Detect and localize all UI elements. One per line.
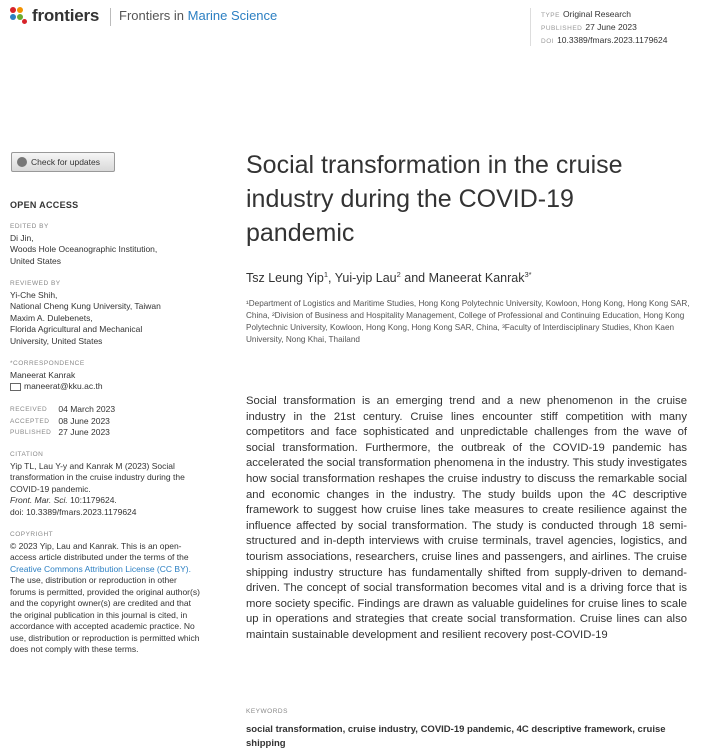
cc-by-license-link[interactable]: Creative Commons Attribution License (CC BY).	[10, 563, 191, 574]
affiliations: ¹Department of Logistics and Maritime Studies, Hong Kong Polytechnic University, Kowloon, Hong Kong, Hong Kong SAR, China, ²Division of Business and Hospitality Management, College of Professional and Continuing Education, Hong Kong Polytechnic University, Kowloon, Hong Kong, Hong Kong SAR, China, ³Faculty of Interdisciplinary Studies, Khon Kaen University, Nong Khai, Thailand	[246, 299, 690, 344]
frontiers-logo[interactable]	[10, 6, 99, 26]
dates: RECEIVED 04 March 2023 ACCEPTED 08 June 2023 PUBLISHED 27 June 2023	[10, 404, 116, 437]
author-name[interactable]: Maneerat Kanrak	[428, 271, 525, 286]
article-title: Social transformation in the cruise industry during the COVID-19 pandemic	[246, 151, 623, 247]
published-date: PUBLISHED 27 June 2023	[541, 22, 637, 32]
edited-by: EDITED BY Di Jin, Woods Hole Oceanographic Institution, United States	[10, 223, 158, 266]
header-divider	[110, 8, 111, 26]
article-type: TYPE Original Research	[541, 9, 632, 19]
abstract: Social transformation is an emerging trend and a new phenomenon in the cruise industry in the 21st century. Cruise lines encounter stiff competition with many competitors and face sophisticated and unpredictable challenges from the wave of social transformation. Furthermore, the outbreak of the COVID-19 pandemic has accelerated the social transformation phenomena in the industry. This study investigates how social transformation reshapes the cruise industry to discuss the remarkable social and economic changes in the industry. The study builds upon the 4C descriptive framework to suggest how cruise lines take measures to create resilience against the influence affected by social transformation. The study is conducted through 18 semi-structured and in-depth interviews with cruise terminals, travel agencies, logistics, and tourism associations, researchers, cruise lines and passengers, and airlines. The cruise shipping industry structure has fundamentally shifted from supply-driven to demand-driven. The concept of social transformation becomes vital and is a driving force that is more society specific. Findings are drawn as valuable guidelines for cruise lines to scale up in operations and strategies that create social transformation. Cruise lines can also maintain sustainable development and resilient recovery post-COVID-19	[246, 395, 687, 641]
logo-text: frontiers	[32, 6, 100, 25]
frontiers-logo-icon	[10, 7, 28, 25]
keywords-heading: KEYWORDS	[246, 708, 288, 715]
meta-divider	[530, 8, 531, 46]
correspondence: *CORRESPONDENCE Maneerat Kanrak maneerat@kku.ac.th	[10, 358, 202, 393]
email-link[interactable]: maneerat@kku.ac.th	[10, 381, 202, 393]
author-name[interactable]: Yui-yip Lau	[334, 271, 397, 286]
copyright: COPYRIGHT © 2023 Yip, Lau and Kanrak. This is an open-access article distributed under the terms of the Creative Commons Attribution License (CC BY). The use, distribution or reproduction in other forums is permitted, provided the original author(s) and the copyright owner(s) are credited and that the original publication in this journal is cited, in accordance with accepted academic practice. No use, distribution or reproduction is permitted which does not comply with these terms.	[10, 531, 200, 654]
keywords: social transformation, cruise industry, COVID-19 pandemic, 4C descriptive framework, cruise shipping	[246, 724, 666, 749]
journal-name[interactable]: Frontiers in Marine Science	[119, 8, 278, 23]
author-list: Tsz Leung Yip$^1$, Yui-yip Lau$^2$ and Maneerat Kanrak$^{3*}$	[246, 270, 532, 286]
author-name[interactable]: Tsz Leung Yip	[246, 271, 324, 286]
mail-icon	[10, 383, 21, 391]
check-updates-icon	[17, 157, 27, 167]
open-access-label: OPEN ACCESS	[10, 200, 79, 210]
reviewed-by: REVIEWED BY Yi-Che Shih, National Cheng Kung University, Taiwan Maxim A. Dulebenets, Florida Agricultural and Mechanical University, United States	[10, 280, 161, 346]
citation: CITATION Yip TL, Lau Y-y and Kanrak M (2023) Social transformation in the cruise industry during the COVID-19 pandemic. Front. Mar. Sci. 10:1179624. doi: 10.3389/fmars.2023.1179624	[10, 451, 185, 517]
doi[interactable]: DOI 10.3389/fmars.2023.1179624	[541, 35, 668, 45]
check-for-updates-button[interactable]: Check for updates	[11, 152, 115, 172]
